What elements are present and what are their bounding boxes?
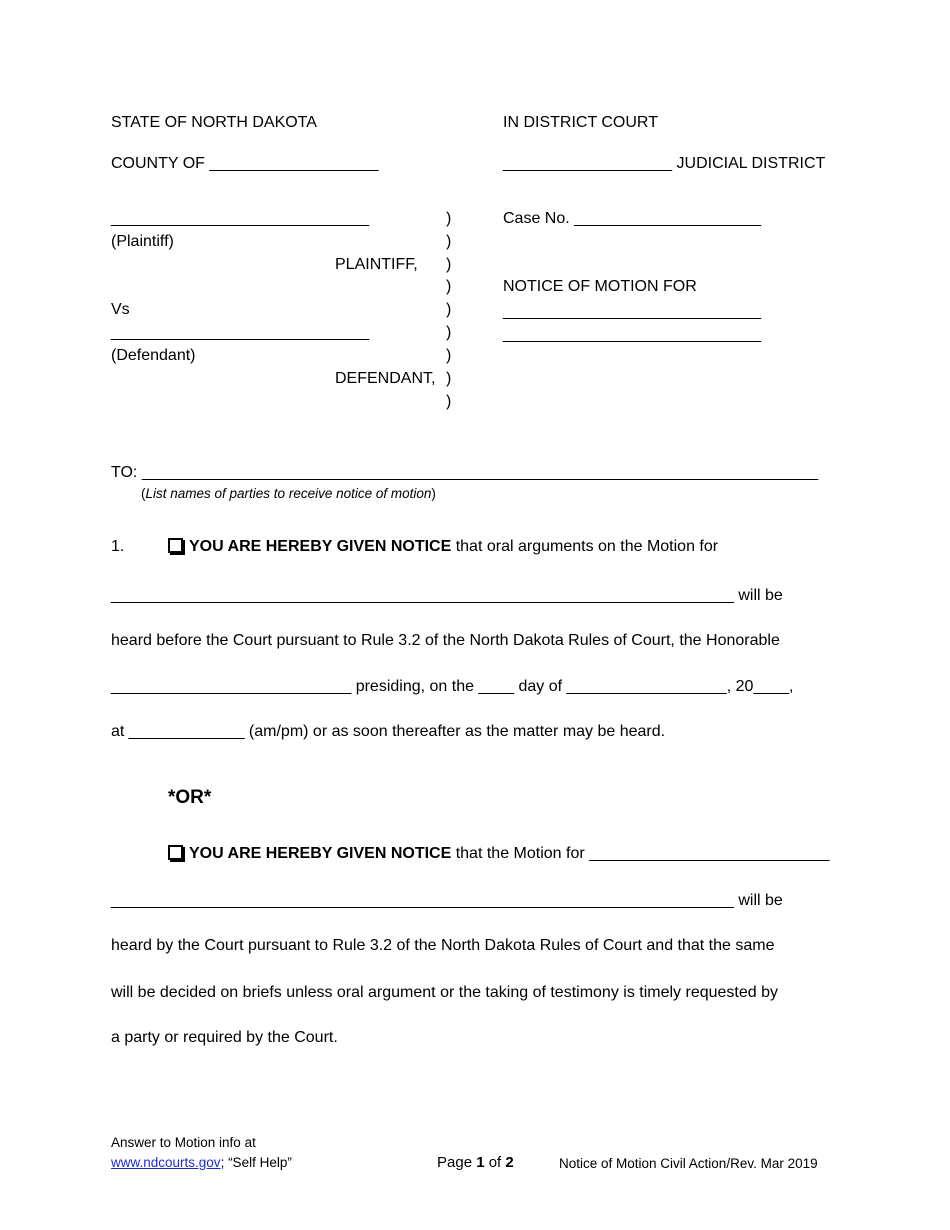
section-number: 1. xyxy=(111,538,125,555)
caption-paren: ) xyxy=(446,393,452,410)
briefs-checkbox[interactable] xyxy=(168,845,183,860)
plaintiff-label: (Plaintiff) xyxy=(111,233,174,250)
answer-info-text: Answer to Motion info at xyxy=(111,1135,256,1150)
to-parties-hint: (List names of parties to receive notice of motion) xyxy=(141,486,436,501)
notice-motion-line-1: _____________________________ xyxy=(503,303,762,320)
oral-argument-notice: YOU ARE HEREBY GIVEN NOTICE that oral arguments on the Motion for xyxy=(168,537,718,557)
state-name: STATE OF NORTH DAKOTA xyxy=(111,114,317,131)
caption-paren: ) xyxy=(446,301,452,318)
caption-paren: ) xyxy=(446,324,452,341)
versus-label: Vs xyxy=(111,301,130,318)
court-name: IN DISTRICT COURT xyxy=(503,114,658,131)
self-help-info: www.ndcourts.gov; “Self Help” xyxy=(111,1155,292,1170)
defendant-name-line: _____________________________ xyxy=(111,324,370,341)
caption-paren: ) xyxy=(446,233,452,250)
oral-argument-checkbox[interactable] xyxy=(168,538,183,553)
briefs-notice: YOU ARE HEREBY GIVEN NOTICE that the Motion for ___________________________ xyxy=(168,844,829,864)
defendant-role: DEFENDANT, xyxy=(335,370,436,387)
caption-paren: ) xyxy=(446,347,452,364)
caption-paren: ) xyxy=(446,210,452,227)
oral-motion-line: ______________________________________________________________________ will be xyxy=(111,587,783,604)
oral-time-line: at _____________ (am/pm) or as soon thereafter as the matter may be heard. xyxy=(111,723,666,740)
oral-rule-text: heard before the Court pursuant to Rule 3.2 of the North Dakota Rules of Court, the Honorable xyxy=(111,632,780,649)
briefs-motion-line: ______________________________________________________________________ will be xyxy=(111,892,783,909)
to-parties-line: TO: ____________________________________________________________________________ xyxy=(111,464,819,481)
plaintiff-role: PLAINTIFF, xyxy=(335,256,418,273)
ndcourts-link[interactable]: www.ndcourts.gov xyxy=(111,1155,221,1170)
defendant-label: (Defendant) xyxy=(111,347,196,364)
page-indicator: Page 1 of 2 xyxy=(437,1154,514,1171)
county-field: COUNTY OF ___________________ xyxy=(111,155,379,172)
oral-judge-date-line: ___________________________ presiding, on the ____ day of __________________, 20____, xyxy=(111,678,794,695)
case-number-field: Case No. _____________________ xyxy=(503,210,762,227)
briefs-required-text: a party or required by the Court. xyxy=(111,1029,338,1046)
briefs-decision-text: will be decided on briefs unless oral argument or the taking of testimony is timely requested by xyxy=(111,984,779,1001)
judicial-district-field: ___________________ JUDICIAL DISTRICT xyxy=(503,155,826,172)
form-revision: Notice of Motion Civil Action/Rev. Mar 2019 xyxy=(559,1156,818,1171)
caption-paren: ) xyxy=(446,278,452,295)
caption-paren: ) xyxy=(446,370,452,387)
caption-paren: ) xyxy=(446,256,452,273)
or-separator: *OR* xyxy=(168,787,212,808)
plaintiff-name-line: _____________________________ xyxy=(111,210,370,227)
briefs-rule-text: heard by the Court pursuant to Rule 3.2 of the North Dakota Rules of Court and that the same xyxy=(111,937,775,954)
notice-motion-line-2: _____________________________ xyxy=(503,326,762,343)
notice-title: NOTICE OF MOTION FOR xyxy=(503,278,697,295)
